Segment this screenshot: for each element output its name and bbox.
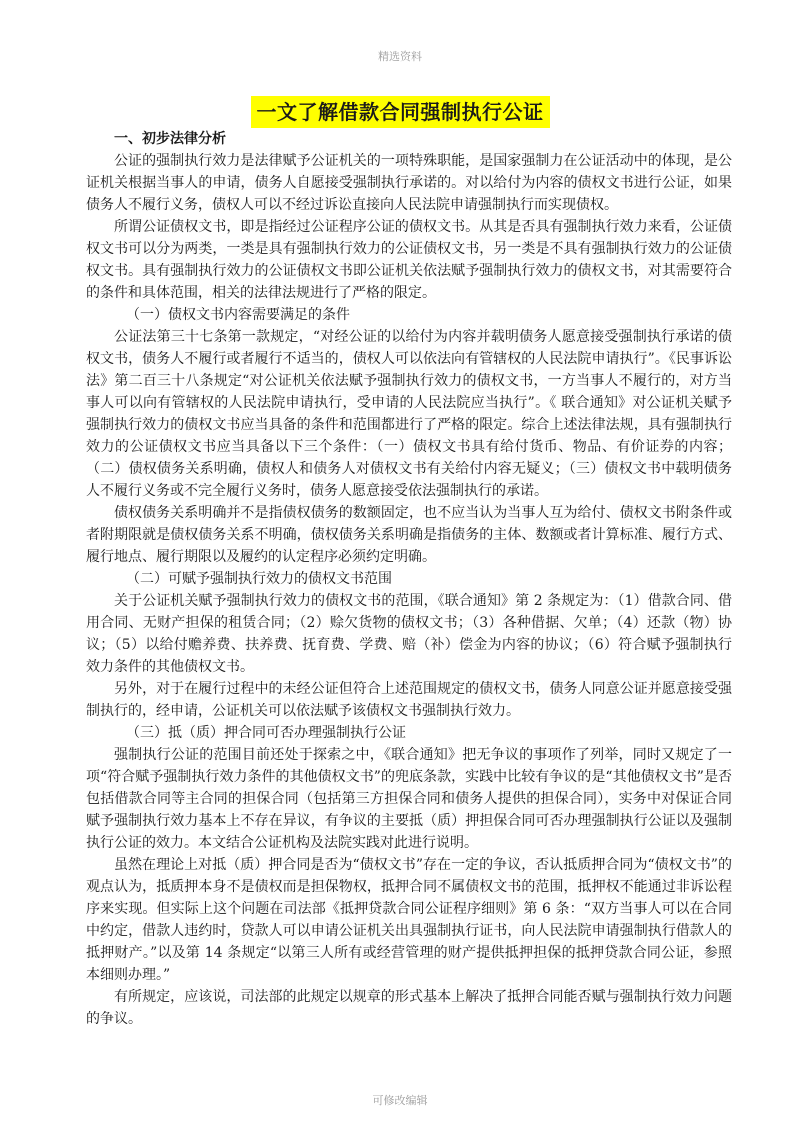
paragraph: 虽然在理论上对抵（质）押合同是否为“债权文书”存在一定的争议，否认抵质押合同为“债权文书”的观点认为，抵质押本身不是债权而是担保物权，抵押合同不属债权文书的范围，抵押权不能通过非诉讼程序来实现。但实际上这个问题在司法部《抵押贷款合同公证程序细则》第 6 条：“双方当事人可以在合同中约定，借款人违约时，贷款人可以申请公证机关出具强制执行证书，向人民法院申请强制执行借款人的抵押财产。”以及第 14 条规定“以第三人所有或经营管理的财产提供抵押担保的抵押贷款合同公证，参照本细则办理。” bbox=[86, 857, 732, 983]
subsection-heading-mortgage: （三）抵（质）押合同可否办理强制执行公证 bbox=[126, 725, 406, 741]
page-footer: 可修改编辑 bbox=[372, 1094, 428, 1107]
subsection-heading-scope: （二）可赋予强制执行效力的债权文书范围 bbox=[126, 571, 392, 587]
paragraph: 关于公证机关赋予强制执行效力的债权文书的范围，《联合通知》第 2 条规定为：（1）借款合同、借用合同、无财产担保的租赁合同；（2）赊欠货物的债权文书；（3）各种借据、欠单；（4）还款（物）协议；（5）以给付赡养费、扶养费、抚育费、学费、赔（补）偿金为内容的协议；（6）符合赋予强制执行效力条件的其他债权文书。 bbox=[86, 593, 732, 675]
title-container bbox=[0, 96, 800, 128]
document-title: 一文了解借款合同强制执行公证 bbox=[251, 96, 550, 128]
paragraph: 公证的强制执行效力是法律赋予公证机关的一项特殊职能，是国家强制力在公证活动中的体现，是公证机关根据当事人的申请，债务人自愿接受强制执行承诺的。对以给付为内容的债权文书进行公证，如果债务人不履行义务，债权人可以不经过诉讼直接向人民法院申请强制执行而实现债权。 bbox=[86, 153, 732, 213]
page-header: 精选资料 bbox=[378, 50, 422, 63]
paragraph: 债权债务关系明确并不是指债权债务的数额固定，也不应当认为当事人互为给付、债权文书附条件或者附期限就是债权债务关系不明确，债权债务关系明确是指债务的主体、数额或者计算标准、履行方式、履行地点、履行期限以及履约的认定程序必须约定明确。 bbox=[86, 505, 732, 565]
paragraph: 强制执行公证的范围目前还处于探索之中，《联合通知》把无争议的事项作了列举，同时又规定了一项“符合赋予强制执行效力条件的其他债权文书”的兜底条款，实践中比较有争议的是“其他债权文书”是否包括借款合同等主合同的担保合同（包括第三方担保合同和债务人提供的担保合同），实务中对保证合同赋予强制执行效力基本上不存在异议，有争议的主要抵（质）押担保合同可否办理强制执行公证以及强制执行公证的效力。本文结合公证机构及法院实践对此进行说明。 bbox=[86, 747, 732, 851]
section-heading-legal-analysis: 一、初步法律分析 bbox=[114, 131, 226, 147]
paragraph: 所谓公证债权文书，即是指经过公证程序公证的债权文书。从其是否具有强制执行效力来看，公证债权文书可以分为两类，一类是具有强制执行效力的公证债权文书，另一类是不具有强制执行效力的公证债权文书。具有强制执行效力的公证债权文书即公证机关依法赋予强制执行效力的债权文书，对其需要符合的条件和具体范围，相关的法律法规进行了严格的限定。 bbox=[86, 219, 732, 301]
document-body bbox=[86, 128, 732, 1030]
paragraph: 有所规定，应该说，司法部的此规定以规章的形式基本上解决了抵押合同能否赋与强制执行效力问题的争议。 bbox=[86, 989, 732, 1027]
paragraph: 公证法第三十七条第一款规定，“对经公证的以给付为内容并载明债务人愿意接受强制执行承诺的债权文书，债务人不履行或者履行不适当的，债权人可以依法向有管辖权的人民法院申请执行”。《民事诉讼法》第二百三十八条规定“对公证机关依法赋予强制执行效力的债权文书，一方当事人不履行的，对方当事人可以向有管辖权的人民法院申请执行，受申请的人民法院应当执行”。《 联合通知》对公证机关赋予强制执行效力的债权文书应当具备的条件和范围都进行了严格的限定。综合上述法律法规，具有强制执行效力的公证债权文书应当具备以下三个条件：（一）债权文书具有给付货币、物品、有价证券的内容；（二）债权债务关系明确，债权人和债务人对债权文书有关给付内容无疑义；（三）债权文书中载明债务人不履行义务或不完全履行义务时，债务人愿意接受依法强制执行的承诺。 bbox=[86, 329, 732, 499]
paragraph: 另外，对于在履行过程中的未经公证但符合上述范围规定的债权文书，债务人同意公证并愿意接受强制执行的，经申请，公证机关可以依法赋予该债权文书强制执行效力。 bbox=[86, 681, 732, 719]
subsection-heading-conditions: （一）债权文书内容需要满足的条件 bbox=[126, 307, 350, 323]
